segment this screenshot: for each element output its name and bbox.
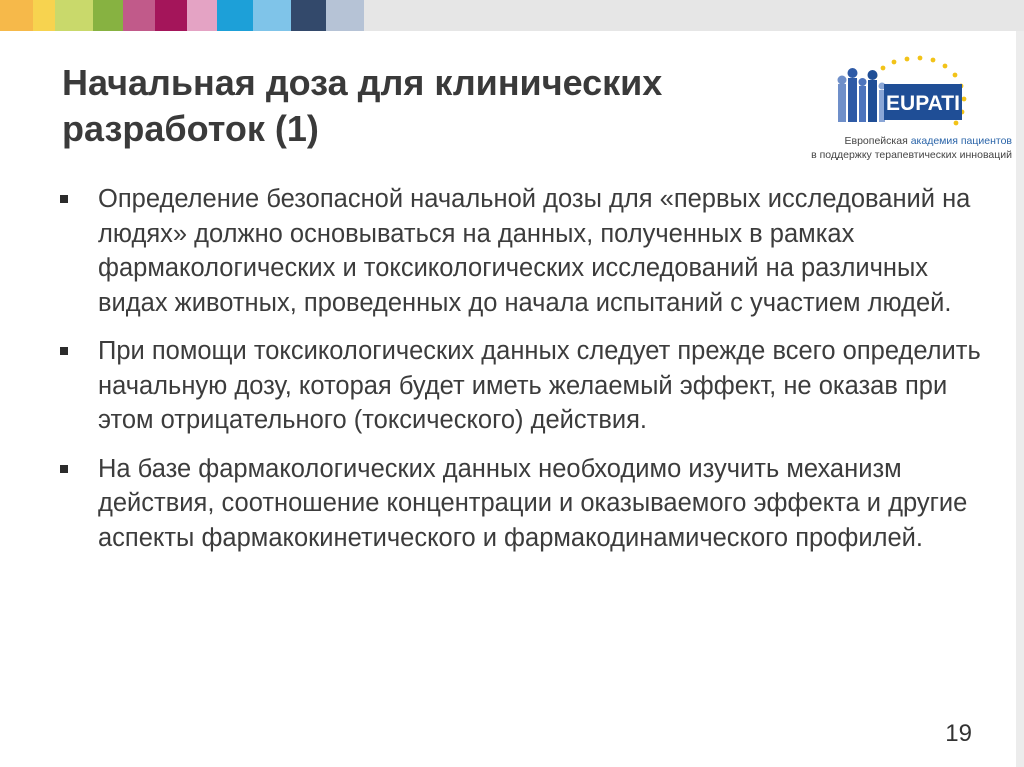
people-silhouettes-icon (838, 68, 886, 122)
color-swatch (187, 0, 217, 31)
eupati-logo (790, 54, 1012, 166)
bullet-text: При помощи токсикологических данных следует прежде всего определить начальную дозу, которая будет иметь желаемый эффект, не оказав при этом отрицательного (токсического) действия. (98, 337, 981, 434)
eupati-wordmark: EUPATI (886, 92, 960, 115)
logo-caption-highlight: академия пациентов (910, 135, 1012, 147)
bullet-item (58, 182, 998, 320)
color-swatch (291, 0, 326, 31)
color-swatch (0, 0, 33, 31)
bullet-square-icon (60, 347, 68, 355)
logo-caption-line2: в поддержку терапевтических инноваций (811, 149, 1012, 161)
color-swatch (55, 0, 93, 31)
header-color-strip (0, 0, 1024, 31)
logo-caption (790, 134, 1012, 162)
page-number: 19 (945, 720, 972, 747)
bullet-item (58, 334, 998, 438)
eupati-emblem-icon (790, 54, 1012, 134)
color-swatch (123, 0, 155, 31)
bullet-text: Определение безопасной начальной дозы для «первых исследований на людях» должно основываться на данных, полученных в рамках фармакологических и токсикологических исследований на различных видах животных, проведенных до начала испытаний с участием людей. (98, 185, 971, 317)
bullet-list (58, 182, 998, 569)
color-swatch (155, 0, 187, 31)
color-swatch (93, 0, 123, 31)
right-edge-panel (1016, 31, 1024, 767)
bullet-square-icon (60, 195, 68, 203)
color-swatch (253, 0, 291, 31)
color-swatch (217, 0, 253, 31)
logo-caption-prefix: Европейская (844, 135, 911, 147)
bullet-item (58, 452, 998, 556)
header-strip-fill (364, 0, 1024, 31)
bullet-text: На базе фармакологических данных необходимо изучить механизм действия, соотношение концентрации и оказываемого эффекта и другие аспекты фармакокинетического и фармакодинамического профилей. (98, 454, 968, 552)
slide-title: Начальная доза для клинических разработок (1) (62, 62, 663, 149)
bullet-square-icon (60, 465, 68, 473)
logo-caption-line1 (790, 134, 1012, 148)
color-swatch (326, 0, 364, 31)
color-swatch (33, 0, 55, 31)
